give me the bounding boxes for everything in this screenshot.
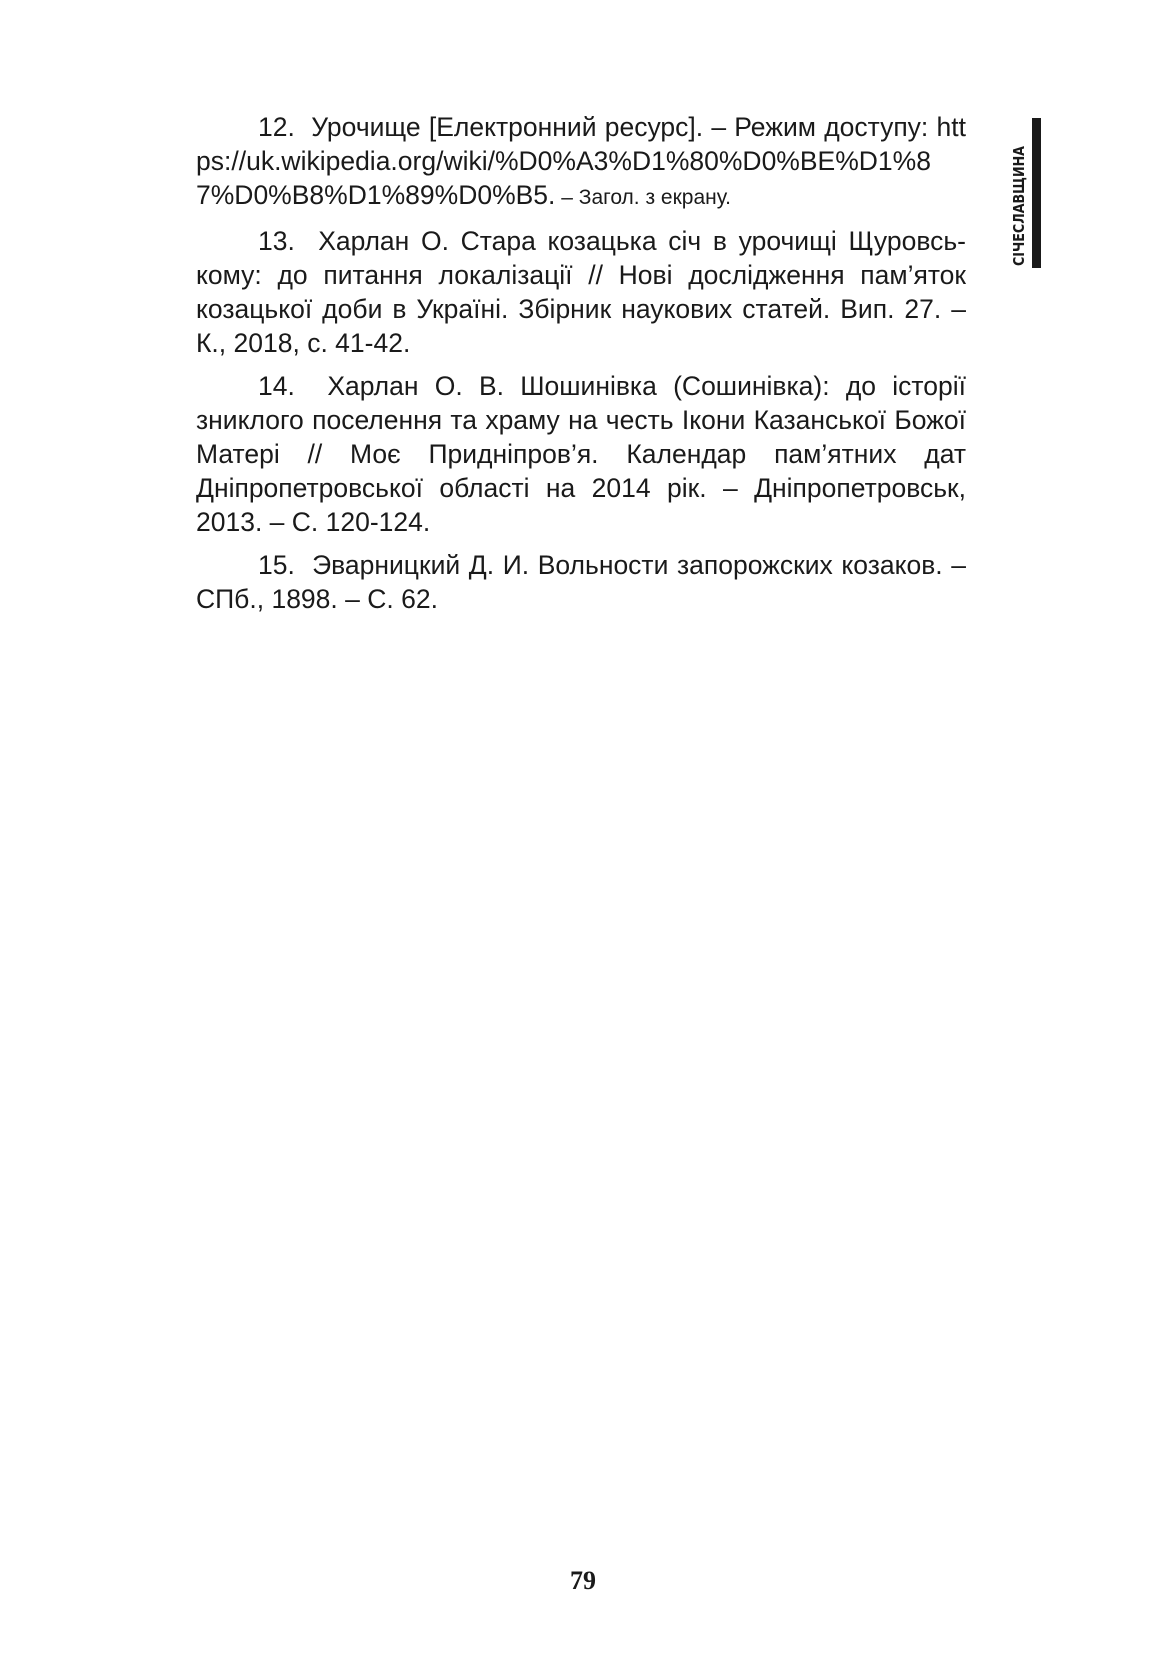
svg-text:СІЧЕСЛАВЩИНА: СІЧЕСЛАВЩИНА: [1010, 123, 1028, 266]
reference-item: [196, 548, 966, 616]
reference-item: [196, 224, 966, 360]
reference-item: [196, 369, 966, 539]
reference-text: Урочище [Електронний ресурс]. – Режим доступу:: [311, 112, 937, 142]
page-number: 79: [570, 1566, 596, 1595]
reference-text: Эварницкий Д. И. Вольности запорожских козаков. – СПб., 1898. – С. 62.: [196, 550, 966, 614]
reference-list: [196, 110, 966, 625]
reference-text: Харлан О. Стара козацька січ в урочищі Щуровсь-кому: до питання локалізації // Нові дослідження пам’яток козацької доби в Україні. Збірник наукових статей. Вип. 27. – К., 2018, с. 41-42.: [196, 226, 966, 358]
reference-number: 13.: [258, 226, 295, 256]
reference-number: 15.: [258, 550, 295, 580]
sicheslavshchyna-logo: [1000, 118, 1052, 268]
reference-text: Харлан О. В. Шошинівка (Сошинівка): до історії зниклого поселення та храму на честь Ікони Казанської Божої Матері // Моє Придніпров’я. Календар пам’ятних дат Дніпропетровської області на 2014 рік. – Дніпропетровськ, 2013. – С. 120-124.: [196, 371, 966, 537]
reference-url: https://uk.wikipedia.org/wiki/%D0%A3%D1%80%D0%BE%D1%87%D0%B8%D1%89%D0%B5.: [196, 112, 966, 210]
reference-number: 14.: [258, 371, 295, 401]
reference-number: 12.: [258, 112, 295, 142]
reference-note: – Загол. з екрану.: [555, 186, 731, 209]
reference-item: [196, 110, 966, 215]
